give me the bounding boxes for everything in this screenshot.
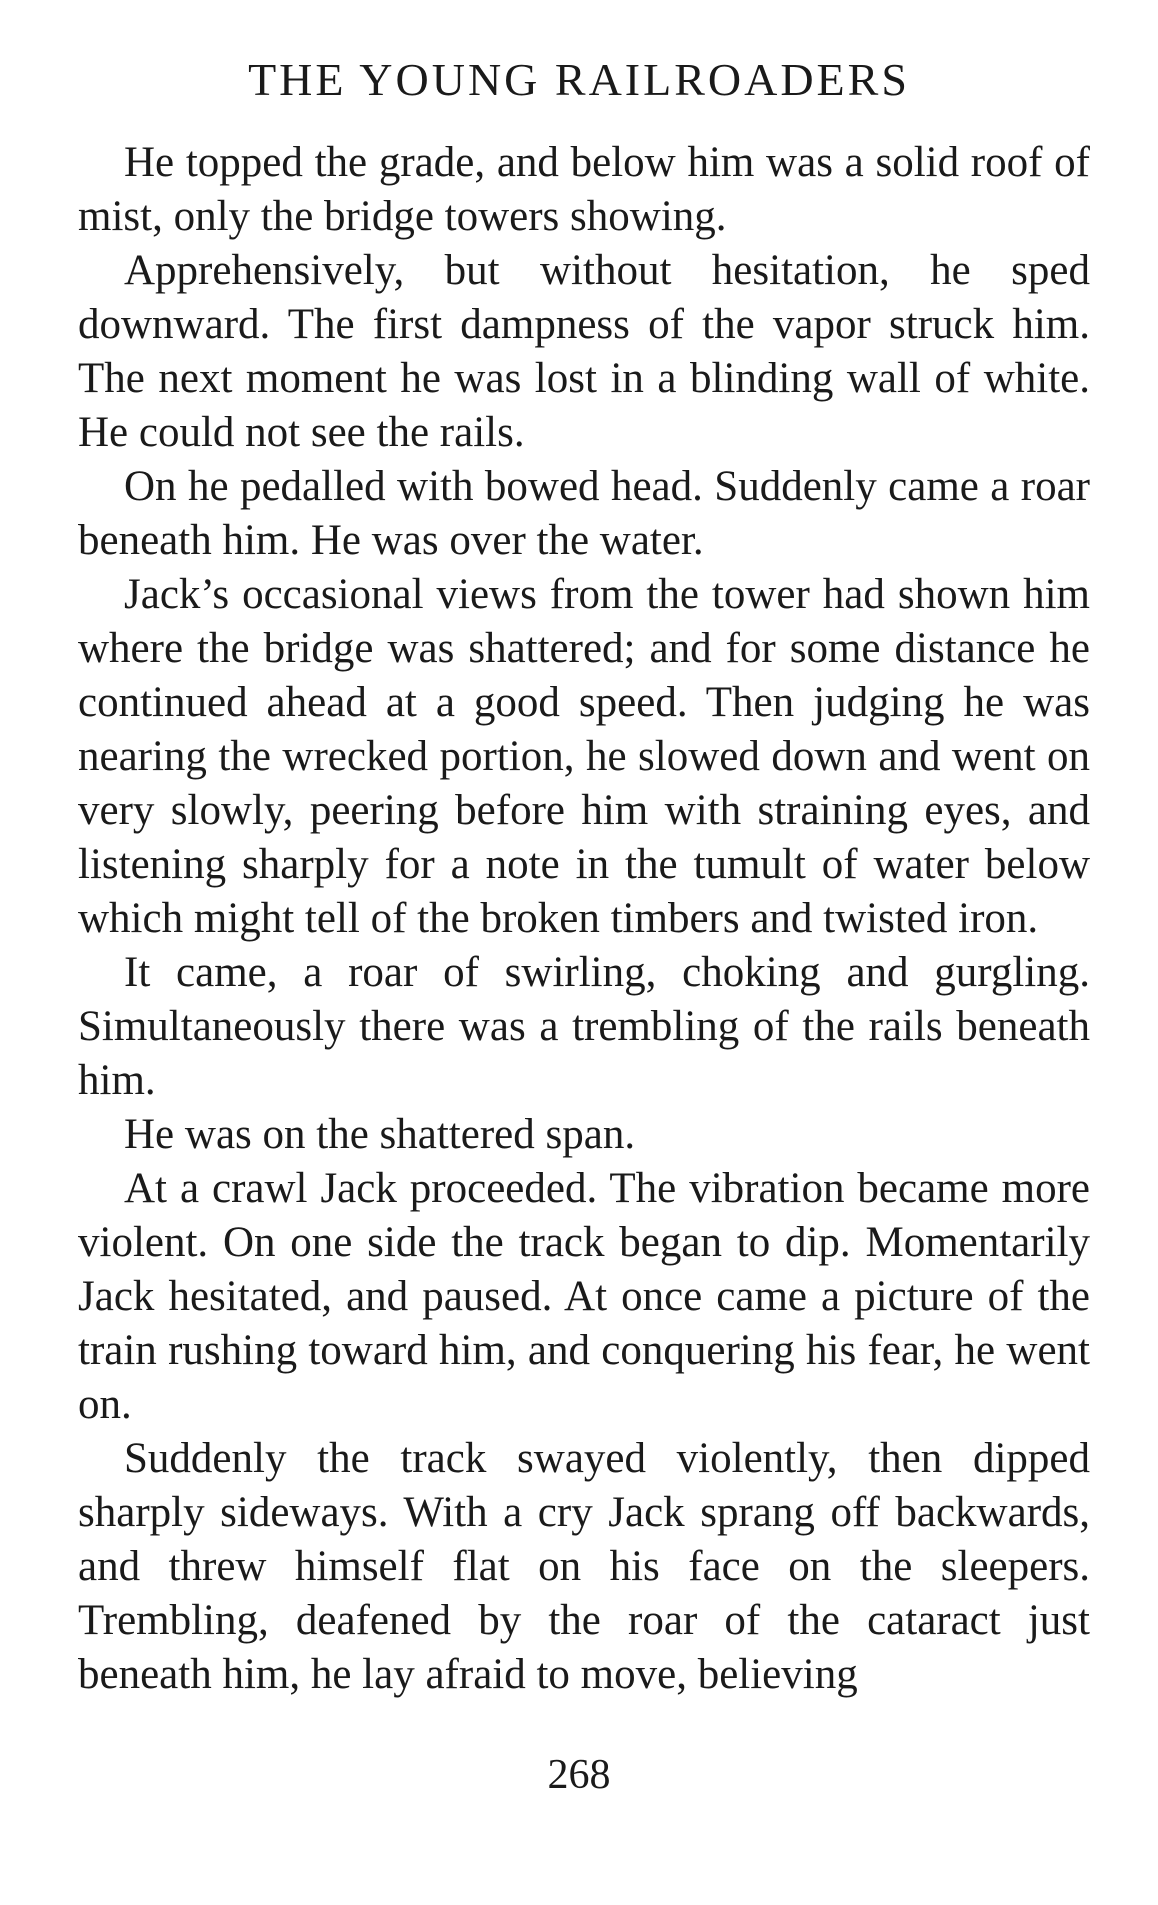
paragraph: He was on the shattered span. xyxy=(124,1111,636,1158)
paragraph: Apprehensively, but without hesitation, he sped downward. The first dampness of the vapor struck him. The next moment he was lost in a blinding wall of white. He could not see the rails. xyxy=(78,247,1090,456)
paragraph: On he pedalled with bowed head. Suddenly came a roar beneath him. He was over the water. xyxy=(78,463,1090,564)
paragraph: Suddenly the track swayed violently, then dipped sharply sideways. With a cry Jack sprang off backwards, and threw himself flat on his face on the sleepers. Trembling, deafened by the roar of the cataract just beneath him, he lay afraid to move, believing xyxy=(78,1435,1090,1698)
paragraph: He topped the grade, and below him was a solid roof of mist, only the bridge towers showing. xyxy=(78,139,1090,240)
page-number: 268 xyxy=(547,1752,611,1798)
paragraph: It came, a roar of swirling, choking and gurgling. Simultaneously there was a trembling of the rails beneath him. xyxy=(78,949,1090,1104)
running-head: THE YOUNG RAILROADERS xyxy=(248,54,910,105)
paragraph: At a crawl Jack proceeded. The vibration became more violent. On one side the track began to dip. Momentarily Jack hesitated, and paused. At once came a picture of the train rushing toward him, and conquering his fear, he went on. xyxy=(78,1165,1090,1428)
body-text xyxy=(78,136,1090,1702)
paragraph: Jack’s occasional views from the tower had shown him where the bridge was shattered; and for some distance he continued ahead at a good speed. Then judging he was nearing the wrecked portion, he slowed down and went on very slowly, peering before him with straining eyes, and listening sharply for a note in the tumult of water below which might tell of the broken timbers and twisted iron. xyxy=(78,571,1090,942)
